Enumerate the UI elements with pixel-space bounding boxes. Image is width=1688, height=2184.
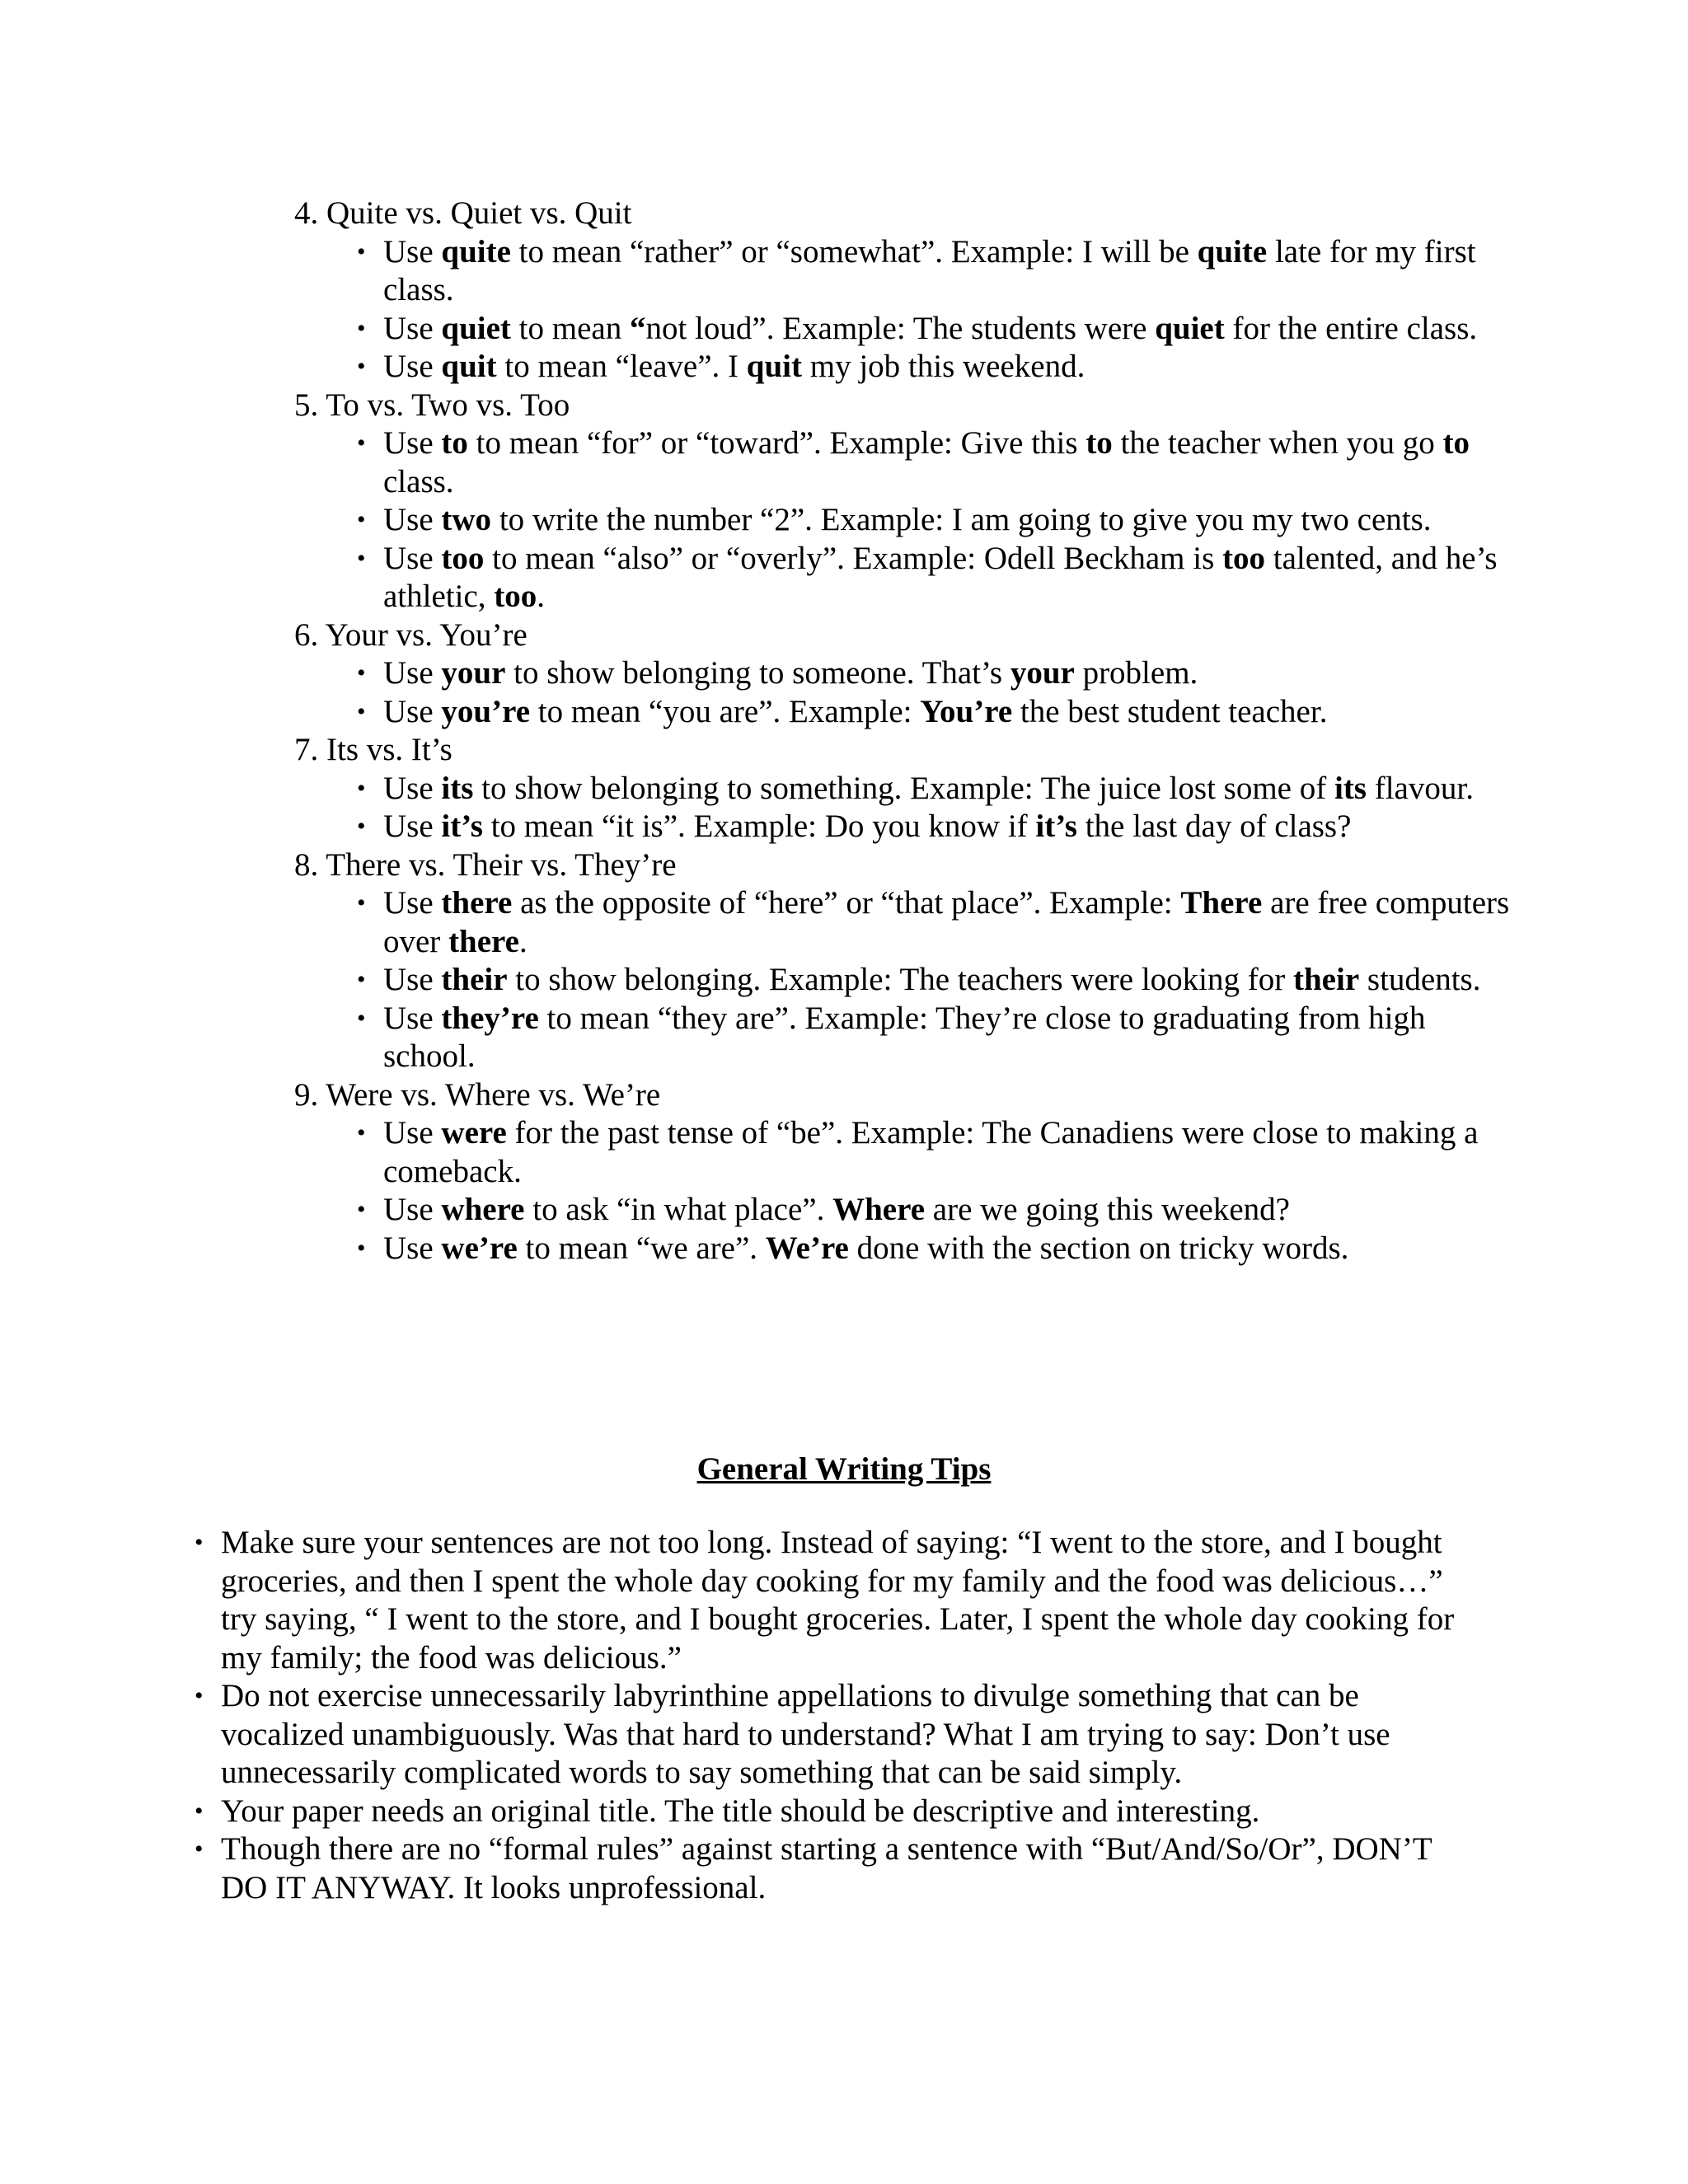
usage-text: Use bbox=[383, 808, 442, 844]
topic-heading: 9. Were vs. Where vs. We’re bbox=[294, 1076, 661, 1113]
usage-item bbox=[357, 501, 1514, 540]
usage-text: talented, and he’s athletic, bbox=[383, 540, 1498, 614]
usage-text: to mean “for” or “toward”. Example: Give this bbox=[467, 425, 1086, 461]
usage-list bbox=[294, 770, 1514, 846]
usage-list bbox=[294, 233, 1514, 387]
bullet-icon: • bbox=[357, 429, 366, 457]
usage-list bbox=[294, 654, 1514, 731]
emphasized-word: too bbox=[441, 540, 485, 576]
usage-text: problem. bbox=[1074, 655, 1198, 691]
bullet-icon: • bbox=[195, 1835, 204, 1863]
usage-text: . bbox=[518, 923, 528, 959]
usage-text: class. bbox=[383, 463, 454, 499]
usage-text: not loud”. Example: The students were bbox=[645, 310, 1156, 346]
usage-text: Use bbox=[383, 770, 442, 806]
emphasized-word: we’re bbox=[441, 1230, 518, 1266]
usage-text: to mean “you are”. Example: bbox=[530, 693, 921, 729]
topic-heading: 7. Its vs. It’s bbox=[294, 732, 452, 767]
emphasized-word: quiet bbox=[1155, 310, 1225, 346]
usage-text: to show belonging. Example: The teachers were looking for bbox=[507, 962, 1293, 997]
tricky-words-list bbox=[294, 194, 1514, 1268]
emphasized-word: to bbox=[1442, 425, 1470, 461]
usage-text: Use bbox=[383, 1192, 442, 1227]
usage-text: the last day of class? bbox=[1076, 808, 1352, 844]
tip-item bbox=[195, 1830, 1474, 1907]
usage-text: to write the number “2”. Example: I am going to give you my two cents. bbox=[491, 502, 1432, 537]
usage-text: Use bbox=[383, 693, 442, 729]
emphasized-word: too bbox=[1222, 540, 1266, 576]
usage-item bbox=[357, 424, 1514, 501]
usage-item bbox=[357, 808, 1514, 846]
emphasized-word: your bbox=[441, 655, 506, 691]
bullet-icon: • bbox=[357, 506, 366, 533]
usage-item bbox=[357, 1114, 1514, 1191]
usage-list bbox=[294, 884, 1514, 1076]
emphasized-word: you’re bbox=[441, 693, 530, 729]
usage-text: Use bbox=[383, 233, 442, 269]
emphasized-word: “ bbox=[629, 310, 646, 346]
usage-text: for the entire class. bbox=[1224, 310, 1478, 346]
usage-item bbox=[357, 310, 1514, 349]
usage-item bbox=[357, 540, 1514, 616]
bullet-icon: • bbox=[357, 813, 366, 840]
topic-heading: 5. To vs. Two vs. Too bbox=[294, 387, 570, 423]
bullet-icon: • bbox=[357, 697, 366, 725]
usage-text: to mean bbox=[510, 310, 630, 346]
usage-item bbox=[357, 770, 1514, 808]
bullet-icon: • bbox=[195, 1529, 204, 1556]
section-title: General Writing Tips bbox=[696, 1451, 992, 1487]
bullet-icon: • bbox=[357, 1196, 366, 1223]
bullet-icon: • bbox=[357, 544, 366, 572]
usage-text: to ask “in what place”. bbox=[524, 1192, 833, 1227]
usage-text: Use bbox=[383, 1000, 442, 1036]
bullet-icon: • bbox=[357, 659, 366, 687]
tip-item bbox=[195, 1677, 1474, 1793]
bullet-icon: • bbox=[357, 774, 366, 802]
emphasized-word: There bbox=[1180, 885, 1263, 921]
usage-list bbox=[294, 424, 1514, 616]
bullet-icon: • bbox=[357, 1119, 366, 1146]
usage-text: to show belonging to someone. That’s bbox=[505, 655, 1010, 691]
usage-text: Use bbox=[383, 425, 442, 461]
usage-text: Use bbox=[383, 655, 442, 691]
usage-text: to mean “also” or “overly”. Example: Odell Beckham is bbox=[484, 540, 1223, 576]
tip-text: Do not exercise unnecessarily labyrinthine appellations to divulge something that can be vocalized unambiguously. Was that hard to understand? What I am trying to say: Don’t use unnecessarily complicated words to say something that can be said simply. bbox=[221, 1678, 1390, 1790]
usage-item bbox=[357, 348, 1514, 387]
emphasized-word: their bbox=[1293, 962, 1360, 997]
writing-tips-list bbox=[195, 1524, 1474, 1907]
bullet-icon: • bbox=[195, 1797, 204, 1825]
emphasized-word: there bbox=[441, 885, 513, 921]
usage-text: to show belonging to something. Example: The juice lost some of bbox=[473, 770, 1334, 806]
emphasized-word: to bbox=[1085, 425, 1113, 461]
emphasized-word: We’re bbox=[765, 1230, 849, 1266]
usage-text: for the past tense of “be”. Example: The Canadiens were close to making a comeback. bbox=[383, 1115, 1479, 1189]
usage-item bbox=[357, 233, 1514, 310]
usage-text: to mean “rather” or “somewhat”. Example: I will be bbox=[510, 233, 1198, 269]
bullet-icon: • bbox=[357, 966, 366, 993]
topic-heading: 6. Your vs. You’re bbox=[294, 616, 528, 653]
usage-item bbox=[357, 884, 1514, 961]
emphasized-word: it’s bbox=[441, 808, 483, 844]
emphasized-word: quiet bbox=[441, 310, 511, 346]
emphasized-word: quit bbox=[441, 349, 497, 384]
emphasized-word: two bbox=[441, 502, 492, 537]
usage-text: flavour. bbox=[1366, 770, 1474, 806]
usage-text: Use bbox=[383, 540, 442, 576]
usage-text: students. bbox=[1359, 962, 1481, 997]
emphasized-word: too bbox=[494, 579, 537, 614]
usage-text: Use bbox=[383, 885, 442, 921]
usage-text: Use bbox=[383, 310, 442, 346]
usage-text: are free computers over bbox=[383, 885, 1510, 959]
usage-text: are we going this weekend? bbox=[925, 1192, 1290, 1227]
usage-text: late for my first class. bbox=[383, 233, 1476, 307]
emphasized-word: your bbox=[1010, 655, 1075, 691]
emphasized-word: they’re bbox=[441, 1000, 539, 1036]
usage-text: Use bbox=[383, 349, 442, 384]
tip-item bbox=[195, 1793, 1474, 1831]
emphasized-word: its bbox=[1334, 770, 1367, 806]
bullet-icon: • bbox=[357, 353, 366, 380]
tip-text: Though there are no “formal rules” against starting a sentence with “But/And/So/Or”, DON’T DO IT ANYWAY. It looks unprofessional. bbox=[221, 1831, 1432, 1905]
usage-text: Use bbox=[383, 1115, 442, 1151]
usage-text: as the opposite of “here” or “that place”. Example: bbox=[512, 885, 1181, 921]
usage-text: to mean “it is”. Example: Do you know if bbox=[482, 808, 1036, 844]
topic-heading: 8. There vs. Their vs. They’re bbox=[294, 846, 677, 883]
tip-text: Make sure your sentences are not too long. Instead of saying: “I went to the store, and I bought groceries, and then I spent the whole day cooking for my family and the food was delicious…” try saying, “ I went to the store, and I bought groceries. Later, I spent the whole day cooking for my family; the food was delicious.” bbox=[221, 1525, 1455, 1675]
emphasized-word: there bbox=[448, 923, 519, 959]
usage-text: to mean “we are”. bbox=[517, 1230, 766, 1266]
tip-text: Your paper needs an original title. The title should be descriptive and interesting. bbox=[221, 1793, 1260, 1829]
usage-text: Use bbox=[383, 502, 442, 537]
emphasized-word: quit bbox=[746, 349, 802, 384]
usage-item bbox=[357, 1230, 1514, 1268]
emphasized-word: it’s bbox=[1035, 808, 1077, 844]
bullet-icon: • bbox=[357, 1004, 366, 1032]
emphasized-word: Where bbox=[832, 1192, 926, 1227]
usage-text: Use bbox=[383, 962, 442, 997]
emphasized-word: their bbox=[441, 962, 508, 997]
usage-text: the best student teacher. bbox=[1012, 693, 1328, 729]
emphasized-word: were bbox=[441, 1115, 507, 1151]
bullet-icon: • bbox=[195, 1682, 204, 1709]
emphasized-word: where bbox=[441, 1192, 525, 1227]
bullet-icon: • bbox=[357, 889, 366, 916]
emphasized-word: its bbox=[441, 770, 474, 806]
bullet-icon: • bbox=[357, 1234, 366, 1262]
usage-text: to mean “leave”. I bbox=[496, 349, 747, 384]
bullet-icon: • bbox=[357, 314, 366, 342]
usage-text: Use bbox=[383, 1230, 442, 1266]
bullet-icon: • bbox=[357, 237, 366, 265]
emphasized-word: You’re bbox=[920, 693, 1013, 729]
usage-item bbox=[357, 961, 1514, 1000]
usage-text: to mean “they are”. Example: They’re close to graduating from high school. bbox=[383, 1000, 1426, 1074]
usage-item bbox=[357, 1191, 1514, 1230]
usage-text: done with the section on tricky words. bbox=[848, 1230, 1349, 1266]
usage-item bbox=[357, 654, 1514, 693]
usage-text: . bbox=[537, 579, 546, 614]
usage-item bbox=[357, 693, 1514, 732]
emphasized-word: quite bbox=[441, 233, 511, 269]
usage-item bbox=[357, 1000, 1514, 1076]
usage-list bbox=[294, 1114, 1514, 1268]
tip-item bbox=[195, 1524, 1474, 1677]
emphasized-word: quite bbox=[1197, 233, 1268, 269]
usage-text: the teacher when you go bbox=[1112, 425, 1443, 461]
usage-text: my job this weekend. bbox=[801, 349, 1085, 384]
topic-heading: 4. Quite vs. Quiet vs. Quit bbox=[294, 195, 632, 231]
emphasized-word: to bbox=[441, 425, 468, 461]
